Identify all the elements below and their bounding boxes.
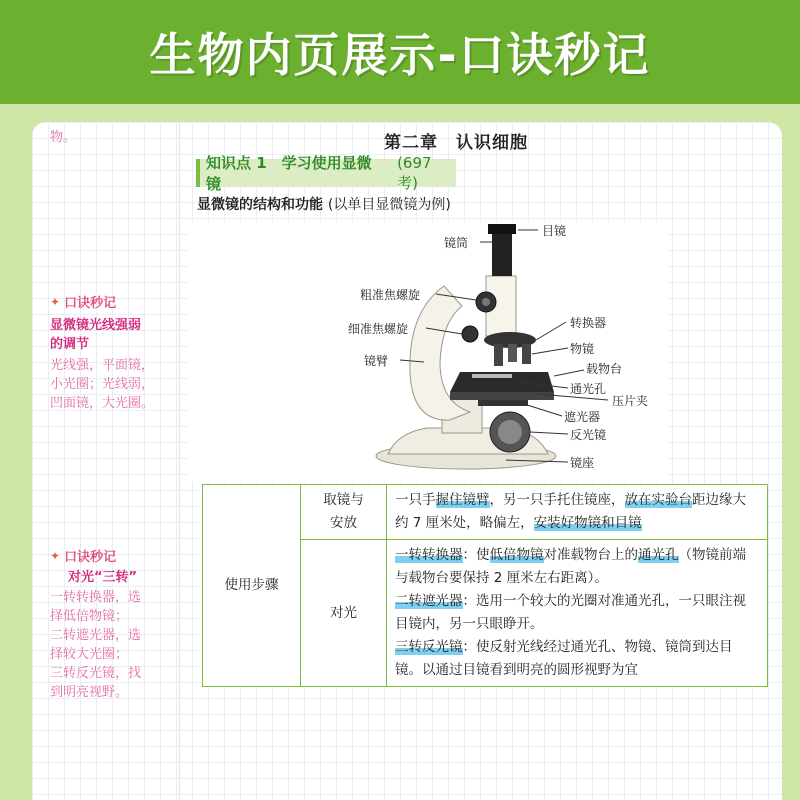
sparkle-icon: ✦ (50, 548, 61, 563)
tip1-head-label: 口诀秒记 (64, 296, 117, 311)
label-coarse-focus: 粗准焦螺旋 (360, 288, 421, 302)
tip1-subtitle: 显微镜光线强弱 的调节 (50, 318, 142, 352)
row2-name: 对光 (301, 540, 387, 687)
step-label-cell: 使用步骤 (203, 485, 301, 687)
label-arm: 镜臂 (364, 354, 389, 368)
row1-highlight: 放在实验台 (624, 492, 692, 508)
row2-seg: ：使反射光线经过通光孔、物镜、镜筒到达目镜。以通过目镜看到明亮的圆形视野为宜 (395, 639, 733, 678)
section-title (197, 194, 451, 214)
row1-name: 取镜与 安放 (301, 485, 387, 540)
tip2-head (50, 546, 116, 565)
tip2-body: 一转转换器，选 择低倍物镜； 二转遮光器，选 择较大光圈； 三转反光镜，找 到明亮视野。 (50, 590, 142, 700)
steps-table (202, 484, 768, 687)
tip1-body: 光线强，平面镜， 小光圈；光线弱， 凹面镜，大光圈。 (50, 358, 155, 411)
chapter-title: 第二章 认识细胞 (384, 133, 528, 153)
row2-seg: （物镜前端与载物台要保持 2 厘米左右距离）。 (395, 547, 746, 586)
row2-highlight: 低倍物镜 (489, 547, 544, 563)
row2-step1 (395, 544, 759, 590)
section-title-text: 显微镜的结构和功能 (197, 197, 323, 213)
microscope-diagram (188, 222, 668, 482)
section-title-note: (以单目显微镜为例) (327, 197, 451, 213)
row2-seg: 对准载物台上的 (543, 547, 638, 563)
tip2-subtitle: 对光“三转” (68, 570, 138, 585)
knowledge-point-title: 知识点 1 学习使用显微镜 (206, 154, 372, 193)
tip1-head (50, 292, 116, 311)
label-diaphragm: 遮光器 (564, 410, 601, 424)
book-page (32, 122, 782, 800)
row1-highlight: 握住镜臂 (435, 492, 490, 508)
row2-highlight: 通光孔 (638, 547, 679, 563)
margin-fragment: 物。 (50, 130, 77, 145)
margin-column (32, 122, 180, 800)
row2-seg: ：使 (462, 547, 490, 563)
tip2-head-label: 口诀秒记 (64, 550, 117, 565)
microscope-illustration (188, 222, 668, 482)
label-clip: 压片夹 (612, 394, 649, 408)
row1-seg: ，另一只手托住镜座， (489, 492, 625, 508)
label-mirror: 反光镜 (570, 428, 607, 442)
label-fine-focus: 细准焦螺旋 (348, 322, 409, 336)
row2-highlight: 一转转换器 (395, 547, 463, 563)
row2-seg: ：选用一个较大的光圈对准通光孔，一只眼注视目镜内，另一只眼睁开。 (395, 593, 746, 632)
banner (0, 0, 800, 104)
row1-seg: 一只手 (395, 492, 436, 508)
row2-step3 (395, 636, 759, 682)
row1-seg: 距边缘大约 7 厘米处，略偏左， (395, 492, 746, 531)
row1-highlight: 安装好物镜和目镜 (533, 515, 642, 531)
label-hole: 通光孔 (570, 382, 607, 396)
label-tube: 镜筒 (444, 236, 469, 250)
banner-title: 生物内页展示-口诀秒记 (149, 28, 651, 82)
table-row (203, 485, 768, 540)
sparkle-icon: ✦ (50, 294, 61, 309)
knowledge-point-count: (697 考) (397, 153, 432, 192)
row2-content (387, 540, 768, 687)
label-objective: 物镜 (570, 342, 595, 356)
label-stage: 载物台 (586, 362, 623, 376)
knowledge-point-bar (196, 153, 456, 193)
label-base: 镜座 (570, 456, 595, 470)
label-converter: 转换器 (570, 316, 607, 330)
row2-highlight: 二转遮光器 (395, 593, 463, 609)
page-background (0, 104, 800, 800)
label-eyepiece: 目镜 (542, 224, 567, 238)
row1-content (387, 485, 768, 540)
row2-highlight: 三转反光镜 (395, 639, 463, 655)
row2-step2 (395, 590, 759, 636)
